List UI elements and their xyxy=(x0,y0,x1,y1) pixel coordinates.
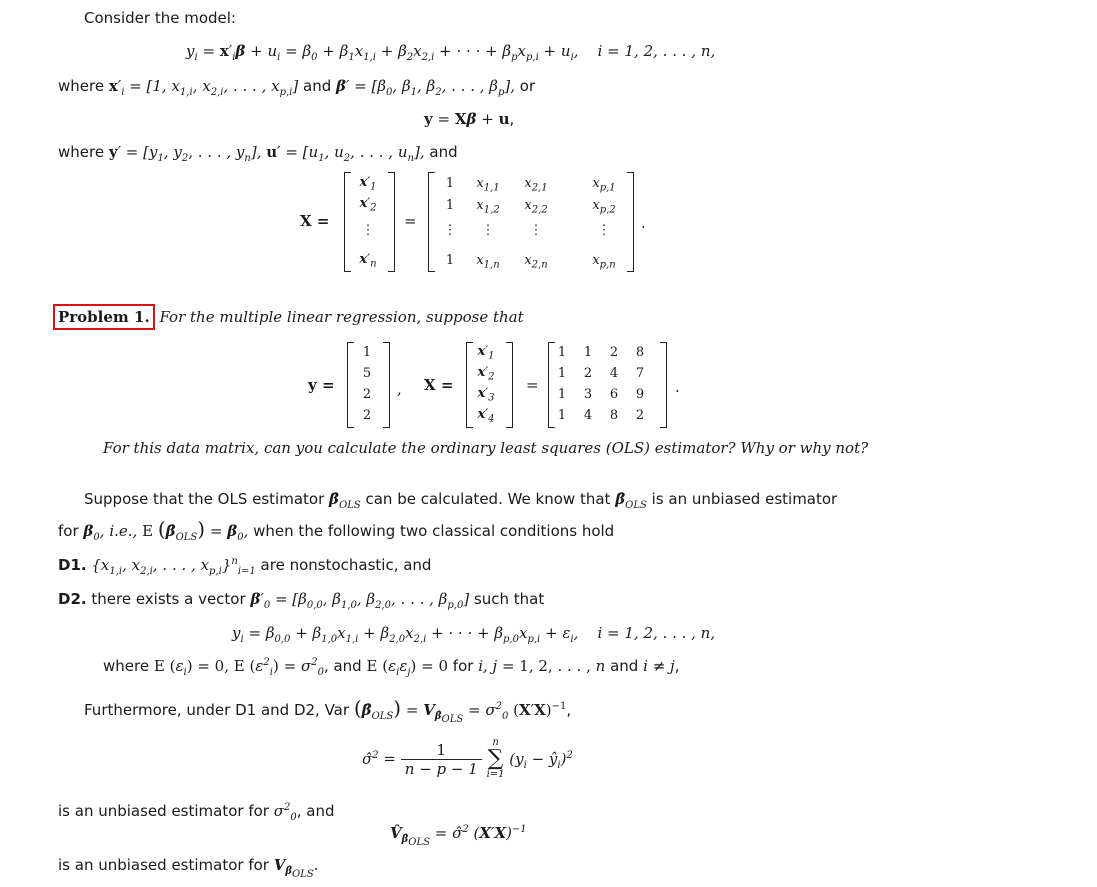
where-y-line: where $y' = [y_1$, $y_2$, . . . , $y_n$], $u' = [u_1$, $u_2$, . . . , $u_n$], and xyxy=(58,143,458,164)
variance-line: Furthermore, under D1 and D2, Var $(\betâ_{OLS}) = V_{\betâ_{OLS}} = \sigma^2_0$ $(X'X)^{-1}$, xyxy=(84,696,572,725)
matrix-cell: ⋮ xyxy=(597,223,611,238)
matrix-cell: $x'_1$ xyxy=(477,344,495,362)
condition-d1: D1. {$x_{1,i}$, $x_{2,i}$, . . . , $x_{p,i}\}^n_{i=1}$ are nonstochastic, and xyxy=(58,556,432,577)
left-bracket xyxy=(344,172,351,272)
matrix-model-equation: y = Xβ + u, xyxy=(424,110,515,128)
right-bracket xyxy=(660,342,667,428)
equals-sign: = xyxy=(526,376,539,394)
matrix-cell: $x_{p,n}$ xyxy=(592,253,616,271)
x-matrix-value: 2 xyxy=(635,408,645,423)
paragraph-line: Suppose that the OLS estimator $\betâ_{OLS}$ can be calculated. We know that $\betâ_{OLS}$ is an unbiased estimator xyxy=(84,490,838,511)
matrix-cell: $x'_2$ xyxy=(359,196,377,214)
x-matrix-value: 3 xyxy=(583,387,593,402)
intro-text: Consider the model: xyxy=(84,9,236,27)
left-bracket xyxy=(347,342,354,428)
matrix-cell: 1 xyxy=(445,253,455,268)
matrix-cell: ⋮ xyxy=(443,223,457,238)
x-matrix-value: 6 xyxy=(609,387,619,402)
matrix-cell: 1 xyxy=(445,198,455,213)
matrix-cell: $x'_4$ xyxy=(477,407,495,425)
matrix-cell: $x_{2,1}$ xyxy=(524,176,548,194)
problem-question: For this data matrix, can you calculate the ordinary least squares (OLS) estimator? Why or why not? xyxy=(103,439,869,457)
left-bracket xyxy=(428,172,435,272)
x-matrix-value: 2 xyxy=(609,345,619,360)
d2-where-line: where E $(\varepsilon_i) = 0$, E $(\varepsilon^2_i) = \sigma^2_0$, and E $(\varepsilon_i\varepsilon_j) = 0$ for i, j = 1, 2, . . . , n and i ≠ j, xyxy=(103,657,680,678)
y-value: 2 xyxy=(362,408,372,423)
x-matrix-value: 2 xyxy=(583,366,593,381)
condition-d2: D2. there exists a vector $\beta'_0 = [\beta_{0,0}$, $\beta_{1,0}$, $\beta_{2,0}$, . . . , $\beta_{p,0}$] such that xyxy=(58,590,545,611)
sigma-hat-formula: σ̂$^2$ = $\frac{1}{n - p - 1}$ n ∑ i=1 ($y_i$ − $ŷ_i)^2$ xyxy=(362,737,573,780)
x-matrix-label: X = xyxy=(300,212,330,230)
x-matrix-value: 1 xyxy=(557,366,567,381)
matrix-cell: $x'_2$ xyxy=(477,365,495,383)
x-matrix-value: 7 xyxy=(635,366,645,381)
period: . xyxy=(641,214,646,232)
unbiased-sigma-line: is an unbiased estimator for $\sigma^2_0$, and xyxy=(58,802,335,823)
v-hat-formula: $V̂_{\betâ_{OLS}}$ = σ̂$^2$ $(X'X)^{-1}$ xyxy=(390,824,527,848)
x-matrix-value: 1 xyxy=(557,387,567,402)
paragraph-line: for $\beta_0$, i.e., E $(\betâ_{OLS}) = \beta_0$, when the following two classical conditions hold xyxy=(58,517,615,543)
x-matrix-value: 1 xyxy=(557,345,567,360)
x-matrix-value: 8 xyxy=(609,408,619,423)
where-x-line: where $x'_i = [1$, $x_{1,i}$, $x_{2,i}$, . . . , $x_{p,i}$] and $\beta' = [\beta_0$, $\beta_1$, $\beta_2$, . . . , $\beta_p$], or xyxy=(58,77,536,98)
unbiased-v-line: is an unbiased estimator for $V_{\betâ_{OLS}}$. xyxy=(58,856,319,880)
matrix-cell: $x_{p,1}$ xyxy=(592,176,616,194)
x-matrix-value: 4 xyxy=(609,366,619,381)
x-matrix-label: X = xyxy=(424,376,454,394)
x-matrix-value: 8 xyxy=(635,345,645,360)
matrix-cell: ⋮ xyxy=(529,223,543,238)
matrix-cell: $x_{p,2}$ xyxy=(592,198,616,216)
y-value: 5 xyxy=(362,366,372,381)
y-vector-label: y = xyxy=(308,376,335,394)
matrix-cell: $x_{2,n}$ xyxy=(524,253,548,271)
matrix-cell: $x_{1,2}$ xyxy=(476,198,500,216)
equals-sign: = xyxy=(404,212,417,230)
problem-label: Problem 1. xyxy=(53,304,155,330)
x-matrix-value: 1 xyxy=(583,345,593,360)
model-equation: $y_i = x'_i\beta + u_i = \beta_0 + \beta_1x_{1,i} + \beta_2x_{2,i}$ + · · · + $\beta_px_{p,i} + u_i$, i = 1, 2, . . . , n, xyxy=(186,42,716,63)
x-matrix-value: 1 xyxy=(557,408,567,423)
matrix-cell: ⋮ xyxy=(361,223,375,238)
comma: , xyxy=(397,380,402,398)
matrix-cell: ⋮ xyxy=(481,223,495,238)
period: . xyxy=(675,378,680,396)
right-bracket xyxy=(383,342,390,428)
left-bracket xyxy=(466,342,473,428)
problem-text: For the multiple linear regression, suppose that xyxy=(159,308,524,326)
matrix-cell: $x_{1,n}$ xyxy=(476,253,500,271)
x-matrix-value: 4 xyxy=(583,408,593,423)
problem-header xyxy=(53,308,524,326)
y-value: 1 xyxy=(362,345,372,360)
matrix-cell: $x'_3$ xyxy=(477,386,495,404)
matrix-cell: $x'_n$ xyxy=(359,252,377,270)
matrix-cell: $x_{2,2}$ xyxy=(524,198,548,216)
d2-equation: $y_i = \beta_{0,0} + \beta_{1,0}x_{1,i} + \beta_{2,0}x_{2,i}$ + · · · + $\beta_{p,0}x_{p,i} + \varepsilon_i$, i = 1, 2, . . . , n, xyxy=(232,624,716,645)
matrix-cell: $x'_1$ xyxy=(359,175,377,193)
matrix-cell: 1 xyxy=(445,176,455,191)
matrix-cell: $x_{1,1}$ xyxy=(476,176,500,194)
right-bracket xyxy=(506,342,513,428)
right-bracket xyxy=(388,172,395,272)
y-value: 2 xyxy=(362,387,372,402)
right-bracket xyxy=(627,172,634,272)
x-matrix-value: 9 xyxy=(635,387,645,402)
